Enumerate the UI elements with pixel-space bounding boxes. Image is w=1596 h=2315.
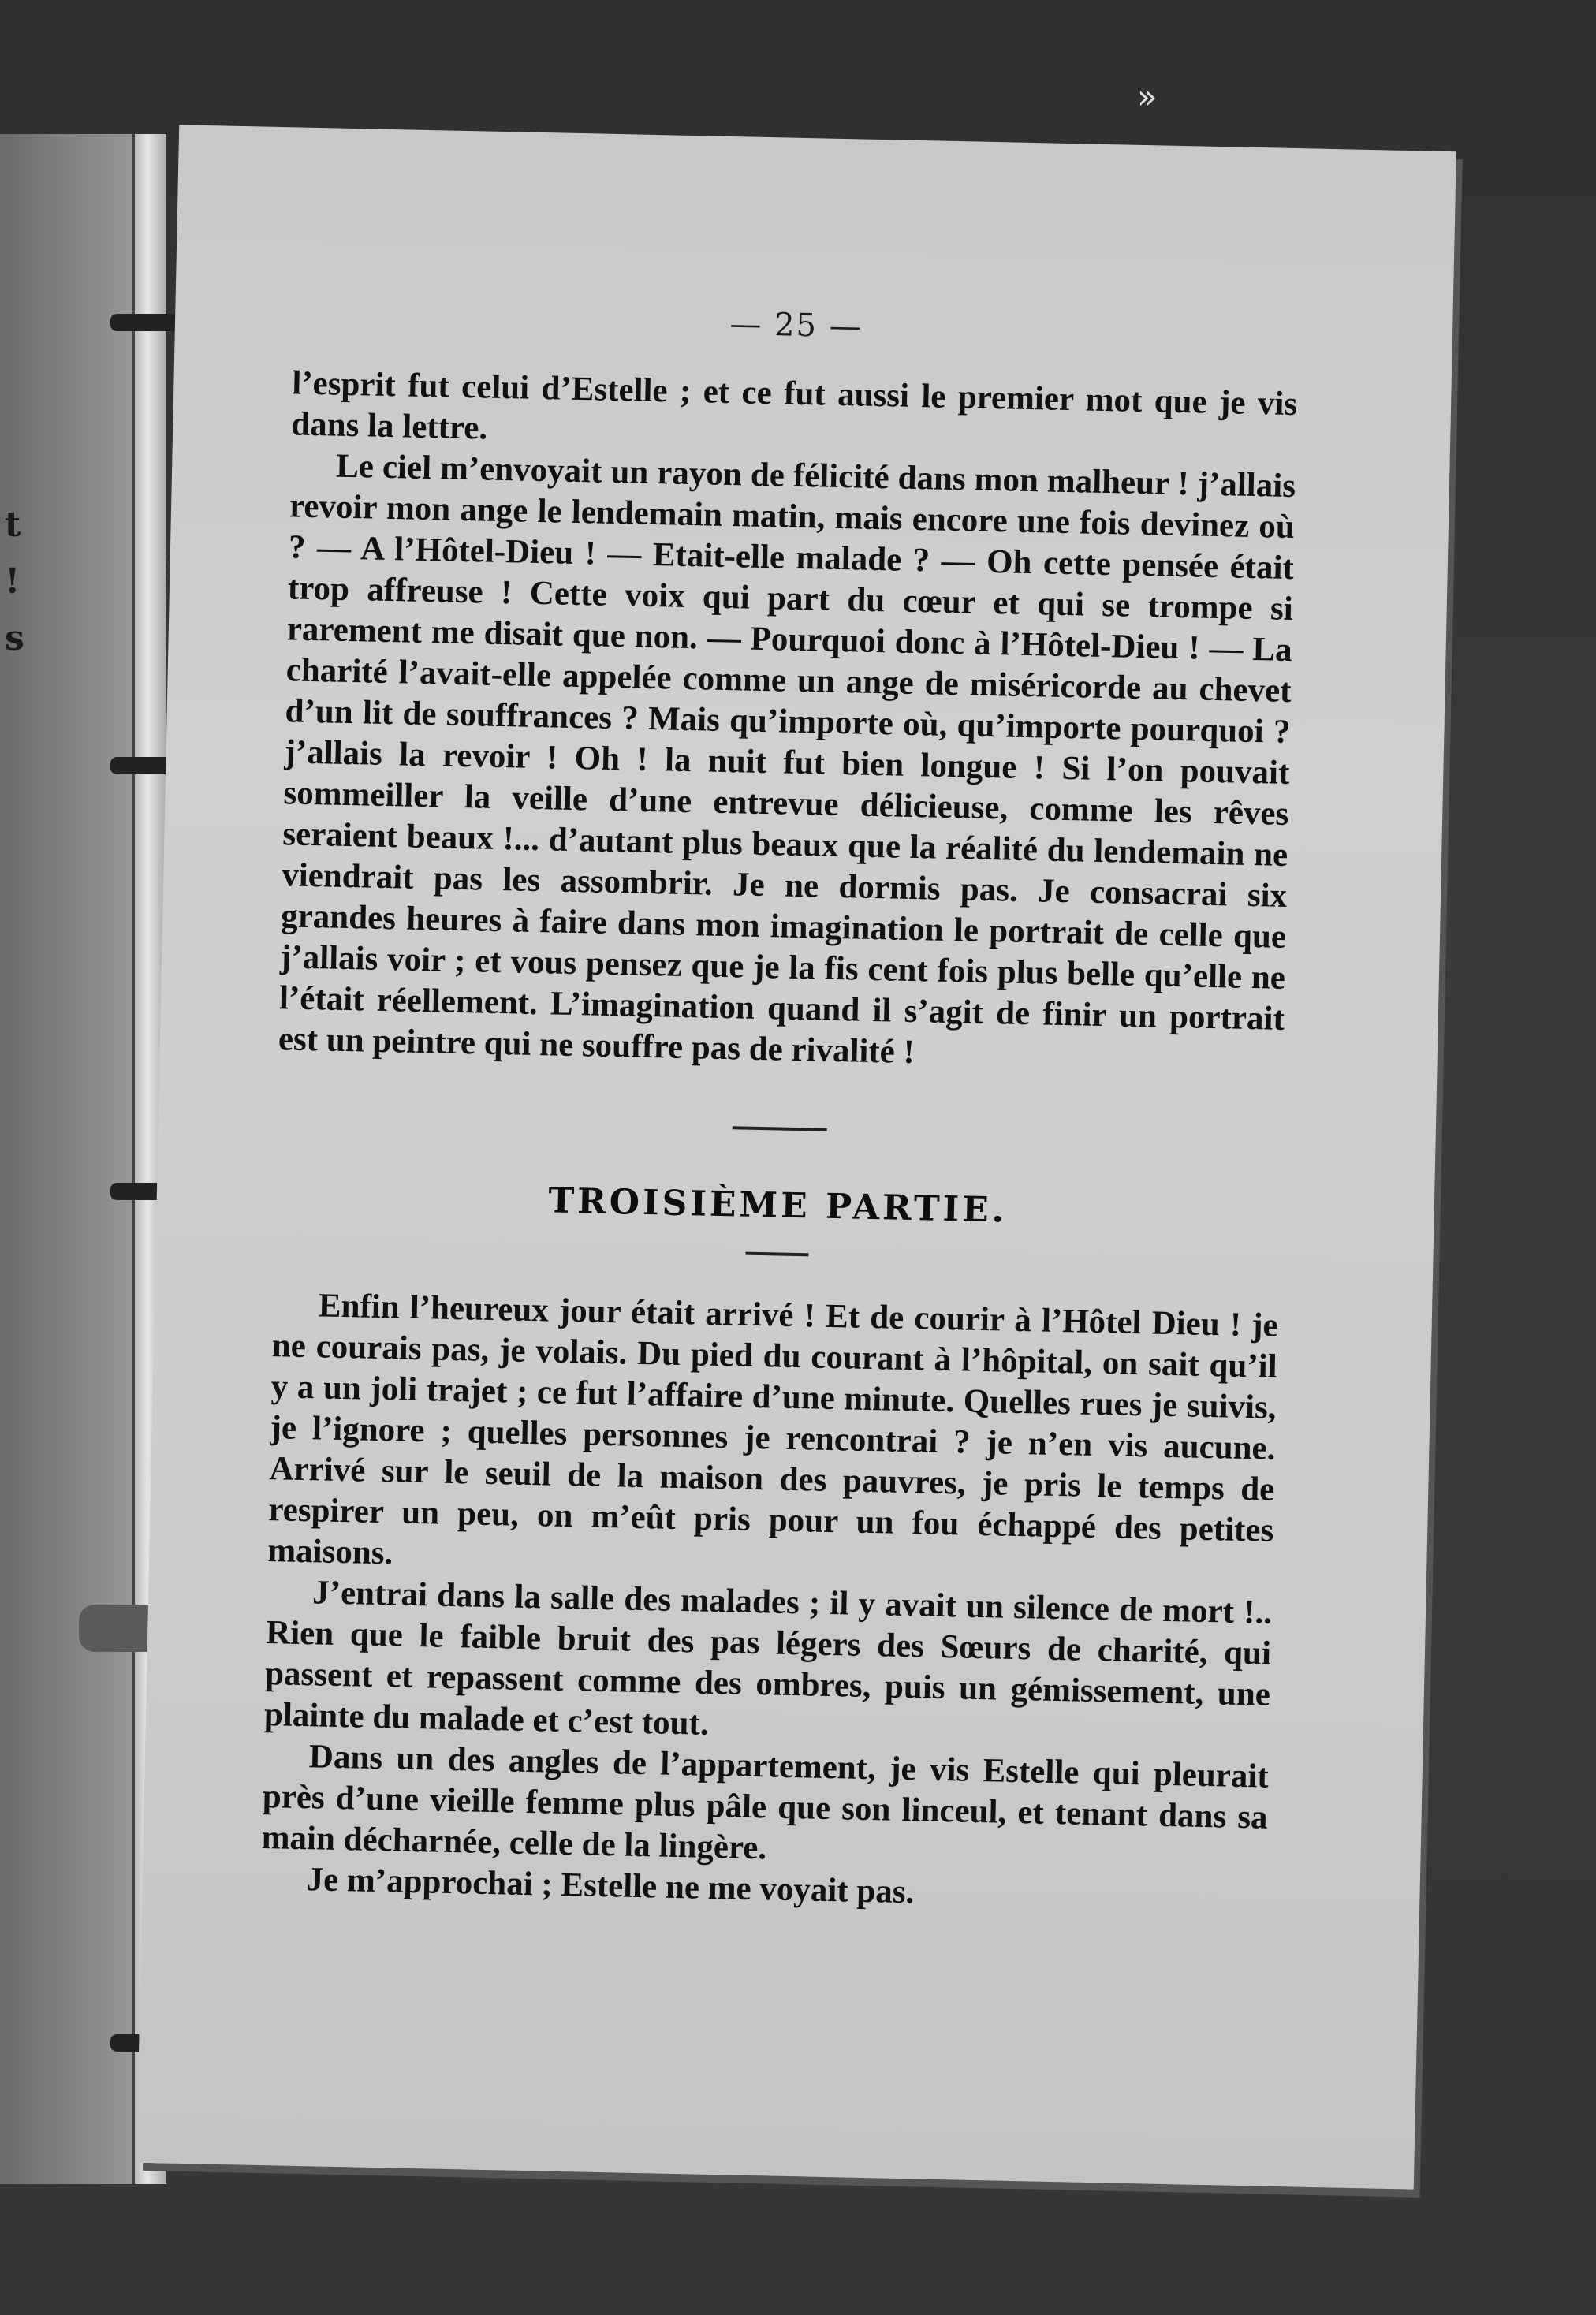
section-divider [745, 1252, 808, 1257]
page-number: — 25 — [729, 306, 863, 345]
corner-mark: » [1137, 77, 1158, 116]
left-fragment: s [5, 618, 24, 658]
paragraph: Le ciel m’envoyait un rayon de félicité dans mon malheur ! j’allais revoir mon ange le lendemain matin, mais encore une fois devinez où ? — A l’Hôtel-Dieu ! — Etait-elle malade ? — Oh cette pensée était trop affreuse ! Cette voix qui part du cœur et qui se trompe si rarement me disait que non. — Pourquoi donc à l’Hôtel-Dieu ! — La charité l’avait-elle appelée comme un ange de miséricorde au chevet d’un lit de souffrances ? Mais qu’importe où, qu’importe pourquoi ? j’allais la revoir ! Oh ! la nuit fut bien longue ! Si l’on pouvait sommeiller la veille d’une entrevue délicieuse, comme les rêves seraient beaux !... d’autant plus beaux que la réalité du lendemain ne viendrait pas les assombrir. Je ne dormis pas. Je consacrai six grandes heures à faire dans mon imagination le portrait de celle que j’allais voir ; et vous pensez que je la fis cent fois plus belle qu’elle ne l’était réellement. L’imagination quand il s’agit de finir un portrait est un peintre qui ne souffre pas de rivalité ! [278, 447, 1296, 1072]
book-page [136, 125, 1456, 2189]
left-fragment: ! [5, 561, 21, 602]
left-page-text-fragments [5, 497, 24, 667]
page-content [260, 296, 1299, 1920]
section-divider [732, 1126, 826, 1131]
left-fragment: t [5, 505, 21, 545]
paragraph: J’entrai dans la salle des malades ; il y avait un silence de mort !.. Rien que le faible bruit des pas légers des Sœurs de charité, qui passent et repassent comme des ombres, puis un gémissement, une plainte du malade et c’est tout. [263, 1574, 1273, 1743]
paragraph: Dans un des angles de l’appartement, je vis Estelle qui pleurait près d’une vieille femme plus pâle que son linceul, et tenant dans sa main décharnée, celle de la lingère. [261, 1738, 1270, 1867]
paragraph: Je m’approchai ; Estelle ne me voyait pas. [306, 1861, 915, 1911]
paragraph: l’esprit fut celui d’Estelle ; et ce fut aussi le premier mot que je vis dans la lettre. [290, 364, 1298, 447]
section-title: TROISIÈME PARTIE. [547, 1180, 1008, 1231]
paragraph: Enfin l’heureux jour était arrivé ! Et de courir à l’Hôtel Dieu ! je ne courais pas, je volais. Du pied du courant à l’hôpital, on sait qu’il y a un joli trajet ; ce fut l’affaire d’une minute. Quelles rues je suivis, je l’ignore ; quelles personnes je rencontrai ? je n’en vis aucune. Arrivé sur le seuil de la maison des pauvres, je pris le temps de respirer un peu, on m’eût pris pour un fou échappé des petites maisons. [267, 1287, 1279, 1572]
